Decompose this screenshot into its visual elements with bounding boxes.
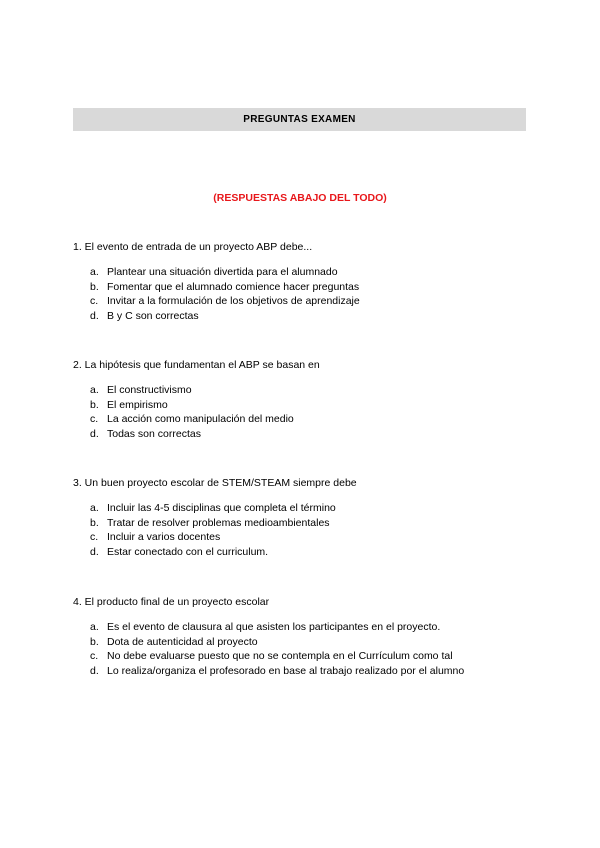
option-letter: b. <box>90 280 99 293</box>
option-letter: a. <box>90 266 99 278</box>
question-3 <box>73 477 533 560</box>
option-item <box>73 412 533 427</box>
option-text: B y C son correctas <box>107 310 199 323</box>
option-text: Incluir las 4-5 disciplinas que completa el término <box>107 502 336 514</box>
option-letter: d. <box>90 665 99 678</box>
option-letter: b. <box>90 398 99 411</box>
option-text: Es el evento de clausura al que asisten los participantes en el proyecto. <box>107 621 441 633</box>
option-letter: c. <box>90 413 99 426</box>
option-item <box>73 398 533 413</box>
option-letter: d. <box>90 546 99 559</box>
option-text: Incluir a varios docentes <box>107 531 221 544</box>
option-item <box>73 265 533 280</box>
option-item <box>73 294 533 309</box>
option-text: Todas son correctas <box>107 428 201 441</box>
option-item <box>73 309 533 324</box>
option-item <box>73 664 533 679</box>
option-text: Dota de autenticidad al proyecto <box>107 635 258 648</box>
option-text: Invitar a la formulación de los objetivos de aprendizaje <box>107 295 360 308</box>
option-letter: a. <box>90 384 99 396</box>
options-list <box>73 383 533 442</box>
option-item <box>73 545 533 560</box>
option-text: Lo realiza/organiza el profesorado en base al trabajo realizado por el alumno <box>107 665 465 678</box>
option-text: Tratar de resolver problemas medioambientales <box>107 516 330 529</box>
option-letter: b. <box>90 516 99 529</box>
option-item <box>73 516 533 531</box>
option-letter: c. <box>90 531 99 544</box>
page-title-bar <box>73 108 526 131</box>
option-item <box>73 530 533 545</box>
question-4 <box>73 596 533 679</box>
option-letter: c. <box>90 650 99 663</box>
option-letter: d. <box>90 428 99 441</box>
option-letter: a. <box>90 502 99 514</box>
option-item <box>73 383 533 398</box>
question-text: 2. La hipótesis que fundamentan el ABP se basan en <box>73 359 320 371</box>
option-letter: c. <box>90 295 99 308</box>
question-text: 3. Un buen proyecto escolar de STEM/STEAM siempre debe <box>73 477 357 489</box>
option-letter: b. <box>90 635 99 648</box>
question-1 <box>73 241 533 324</box>
options-list <box>73 620 533 679</box>
question-text: 1. El evento de entrada de un proyecto ABP debe... <box>73 241 313 253</box>
option-text: Plantear una situación divertida para el alumnado <box>107 266 338 278</box>
option-letter: d. <box>90 310 99 323</box>
question-text: 4. El producto final de un proyecto escolar <box>73 596 270 608</box>
option-item <box>73 635 533 650</box>
option-item <box>73 280 533 295</box>
options-list <box>73 265 533 324</box>
option-item <box>73 427 533 442</box>
options-list <box>73 501 533 560</box>
option-item <box>73 649 533 664</box>
page-title: PREGUNTAS EXAMEN <box>243 114 356 125</box>
option-item <box>73 501 533 516</box>
option-item <box>73 620 533 635</box>
option-letter: a. <box>90 621 99 633</box>
option-text: Fomentar que el alumnado comience hacer preguntas <box>107 280 360 293</box>
option-text: El constructivismo <box>107 384 192 396</box>
answers-note: (RESPUESTAS ABAJO DEL TODO) <box>213 192 387 204</box>
option-text: El empirismo <box>107 398 168 411</box>
question-2 <box>73 359 533 442</box>
option-text: No debe evaluarse puesto que no se contempla en el Currículum como tal <box>107 650 453 663</box>
option-text: Estar conectado con el curriculum. <box>107 546 269 559</box>
option-text: La acción como manipulación del medio <box>107 413 294 426</box>
